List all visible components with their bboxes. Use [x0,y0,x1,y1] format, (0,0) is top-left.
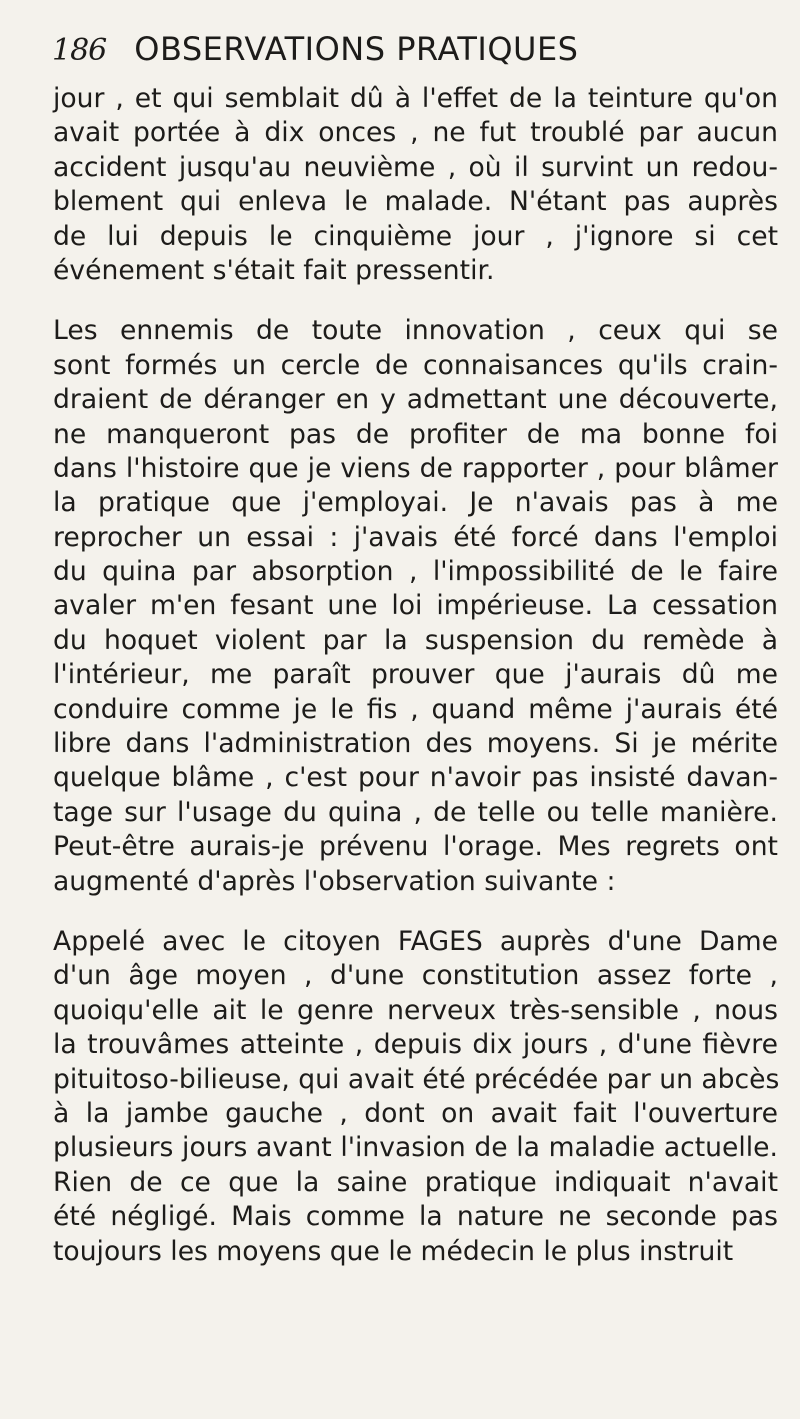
text-line: été négligé. Mais comme la nature ne seconde pas [53,1201,778,1233]
text-line: tage sur l'usage du quina , de telle ou telle manière. [53,796,778,828]
text-line: toujours les moyens que le médecin le plus instruit [53,1235,734,1267]
text-line: du quina par absorption , l'impossibilité de le faire [53,556,778,588]
text-line: sont formés un cercle de connaisances qu'ils crain- [53,349,778,381]
text-line: l'intérieur, me paraît prouver que j'aurais dû me [53,659,778,691]
text-line: dans l'histoire que je viens de rapporter , pour blâmer [53,452,778,484]
text-line: Les ennemis de toute innovation , ceux qui se [53,315,778,347]
body-text [53,82,778,1269]
text-line: avait portée à dix onces , ne fut troublé par aucun [53,117,778,149]
text-line: ne manqueront pas de profiter de ma bonne foi [53,418,778,450]
text-line: Peut-être aurais-je prévenu l'orage. Mes regrets ont [53,831,778,863]
text-line: plusieurs jours avant l'invasion de la maladie actuelle. [53,1132,778,1164]
text-line: conduire comme je le fis , quand même j'aurais été [53,693,778,725]
text-line: libre dans l'administration des moyens. Si je mérite [53,728,778,760]
page-number: 186 [52,33,107,68]
paragraph [53,82,778,288]
paragraph [53,925,778,1269]
text-line: événement s'était fait pressentir. [53,254,495,286]
text-line: jour , et qui semblait dû à l'effet de la teinture qu'on [53,83,778,114]
text-line: Appelé avec le citoyen FAGES auprès d'une Dame [53,925,778,957]
text-line: du hoquet violent par la suspension du remède à [53,624,778,656]
text-line: à la jambe gauche , dont on avait fait l'ouverture [53,1097,778,1129]
running-head: OBSERVATIONS PRATIQUES [134,30,579,68]
text-line: reprocher un essai : j'avais été forcé dans l'emploi [53,521,778,553]
text-line: d'un âge moyen , d'une constitution assez forte , [53,960,778,992]
paragraph-spacer [53,899,778,925]
text-line: la pratique que j'employai. Je n'avais pas à me [53,487,778,519]
page-header [52,30,772,80]
paragraph [53,314,778,899]
text-line: pituitoso-bilieuse, qui avait été précédée par un abcès [53,1063,780,1095]
text-line: accident jusqu'au neuvième , où il survint un redou- [53,151,778,183]
text-line: de lui depuis le cinquième jour , j'ignore si cet [53,220,778,252]
text-line: Rien de ce que la saine pratique indiquait n'avait [53,1166,778,1198]
text-line: augmenté d'après l'observation suivante : [53,865,616,897]
text-line: quelque blâme , c'est pour n'avoir pas insisté davan- [53,762,778,794]
text-line: blement qui enleva le malade. N'étant pas auprès [53,186,778,218]
text-line: quoiqu'elle ait le genre nerveux très-sensible , nous [53,994,778,1026]
text-line: la trouvâmes atteinte , depuis dix jours , d'une fièvre [53,1029,778,1061]
paragraph-spacer [53,288,778,314]
text-line: avaler m'en fesant une loi impérieuse. La cessation [53,590,778,622]
text-line: draient de déranger en y admettant une découverte, [53,384,778,416]
